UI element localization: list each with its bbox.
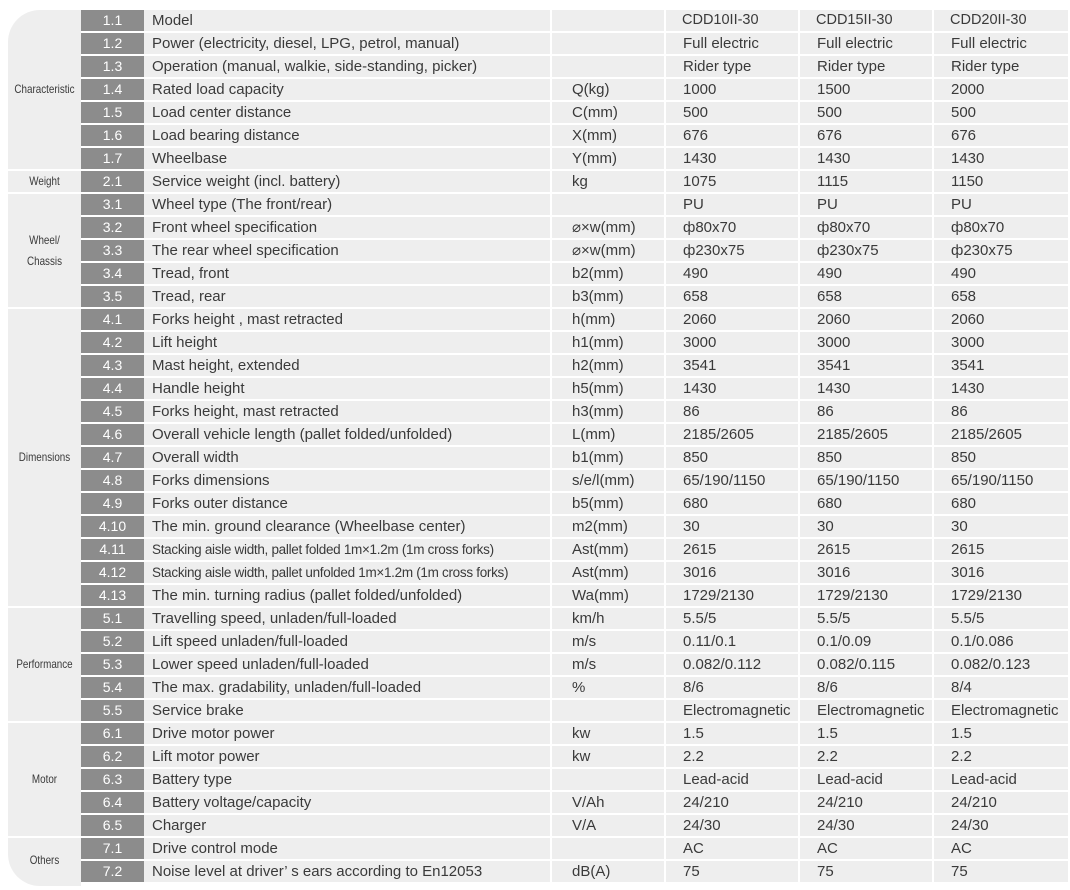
row-number: 1.7: [81, 148, 144, 169]
row-number: 4.9: [81, 493, 144, 514]
row-description: The min. turning radius (pallet folded/unfolded): [144, 585, 550, 606]
row-unit: h1(mm): [552, 332, 664, 353]
category-divider: [8, 721, 81, 723]
row-number: 4.6: [81, 424, 144, 445]
row-description: Forks outer distance: [144, 493, 550, 514]
value-model-1: 676: [666, 125, 798, 146]
value-model-3: Rider type: [934, 56, 1068, 77]
table-row: [81, 10, 1068, 33]
table-row: [81, 516, 1068, 539]
table-row: [81, 815, 1068, 838]
value-model-1: 24/210: [666, 792, 798, 813]
table-row: [81, 585, 1068, 608]
value-model-2: Rider type: [800, 56, 932, 77]
category-divider: [8, 192, 81, 194]
table-row: [81, 562, 1068, 585]
value-model-2: 658: [800, 286, 932, 307]
row-description: The rear wheel specification: [144, 240, 550, 261]
value-model-2: 850: [800, 447, 932, 468]
value-model-1: 1000: [666, 79, 798, 100]
value-model-1: 1075: [666, 171, 798, 192]
row-description: Forks dimensions: [144, 470, 550, 491]
value-model-2: 3541: [800, 355, 932, 376]
value-model-2: 680: [800, 493, 932, 514]
table-row: [81, 493, 1068, 516]
row-number: 4.8: [81, 470, 144, 491]
table-row: [81, 769, 1068, 792]
row-number: 7.2: [81, 861, 144, 882]
row-description: Tread, rear: [144, 286, 550, 307]
category-label: Wheel/ Chassis: [26, 232, 63, 268]
row-unit: ⌀×w(mm): [552, 217, 664, 238]
row-unit: s/e/l(mm): [552, 470, 664, 491]
value-model-3: 658: [934, 286, 1068, 307]
value-model-2: 1729/2130: [800, 585, 932, 606]
value-model-3: 1.5: [934, 723, 1068, 744]
row-unit: m/s: [552, 654, 664, 675]
row-description: Lift motor power: [144, 746, 550, 767]
row-unit: [552, 769, 664, 790]
value-model-2: 0.1/0.09: [800, 631, 932, 652]
value-model-1: 86: [666, 401, 798, 422]
table-row: [81, 102, 1068, 125]
row-unit: kg: [552, 171, 664, 192]
value-model-1: 658: [666, 286, 798, 307]
value-model-1: Rider type: [666, 56, 798, 77]
row-unit: h5(mm): [552, 378, 664, 399]
value-model-2: 1430: [800, 378, 932, 399]
row-description: Battery voltage/capacity: [144, 792, 550, 813]
row-number: 5.5: [81, 700, 144, 721]
row-number: 1.3: [81, 56, 144, 77]
value-model-2: 500: [800, 102, 932, 123]
value-model-1: 1430: [666, 148, 798, 169]
row-number: 4.10: [81, 516, 144, 537]
table-row: [81, 263, 1068, 286]
value-model-3: Lead-acid: [934, 769, 1068, 790]
row-unit: km/h: [552, 608, 664, 629]
row-unit: [552, 33, 664, 54]
row-description: Front wheel specification: [144, 217, 550, 238]
value-model-1: CDD10II-30: [666, 10, 798, 31]
row-unit: V/A: [552, 815, 664, 836]
value-model-1: 1729/2130: [666, 585, 798, 606]
table-row: [81, 217, 1068, 240]
row-description: The min. ground clearance (Wheelbase center): [144, 516, 550, 537]
row-unit: h3(mm): [552, 401, 664, 422]
table-row: [81, 332, 1068, 355]
row-unit: Ast(mm): [552, 562, 664, 583]
row-number: 5.2: [81, 631, 144, 652]
value-model-1: 2185/2605: [666, 424, 798, 445]
row-description: Mast height, extended: [144, 355, 550, 376]
value-model-1: 490: [666, 263, 798, 284]
row-number: 6.2: [81, 746, 144, 767]
row-number: 6.1: [81, 723, 144, 744]
row-description: Stacking aisle width, pallet unfolded 1m×1.2m (1m cross forks): [144, 562, 550, 583]
value-model-3: PU: [934, 194, 1068, 215]
row-unit: ⌀×w(mm): [552, 240, 664, 261]
value-model-2: 490: [800, 263, 932, 284]
row-description: Load center distance: [144, 102, 550, 123]
value-model-3: 680: [934, 493, 1068, 514]
row-number: 1.4: [81, 79, 144, 100]
value-model-1: 65/190/1150: [666, 470, 798, 491]
value-model-3: 3000: [934, 332, 1068, 353]
category-label: Others: [29, 852, 60, 867]
table-row: [81, 700, 1068, 723]
row-description: Operation (manual, walkie, side-standing, picker): [144, 56, 550, 77]
value-model-1: 3000: [666, 332, 798, 353]
value-model-2: 8/6: [800, 677, 932, 698]
row-description: Stacking aisle width, pallet folded 1m×1.2m (1m cross forks): [144, 539, 550, 560]
row-unit: h2(mm): [552, 355, 664, 376]
value-model-1: 1.5: [666, 723, 798, 744]
row-description: Power (electricity, diesel, LPG, petrol, manual): [144, 33, 550, 54]
value-model-3: 2.2: [934, 746, 1068, 767]
category-divider: [8, 307, 81, 309]
value-model-2: 30: [800, 516, 932, 537]
row-description: Overall vehicle length (pallet folded/unfolded): [144, 424, 550, 445]
table-row: [81, 401, 1068, 424]
row-unit: b1(mm): [552, 447, 664, 468]
value-model-3: ф230x75: [934, 240, 1068, 261]
row-number: 4.4: [81, 378, 144, 399]
row-unit: V/Ah: [552, 792, 664, 813]
value-model-3: 3541: [934, 355, 1068, 376]
row-description: Travelling speed, unladen/full-loaded: [144, 608, 550, 629]
value-model-2: 24/210: [800, 792, 932, 813]
value-model-2: Lead-acid: [800, 769, 932, 790]
table-row: [81, 723, 1068, 746]
row-description: Lower speed unladen/full-loaded: [144, 654, 550, 675]
row-description: Model: [144, 10, 550, 31]
row-number: 1.2: [81, 33, 144, 54]
row-number: 3.4: [81, 263, 144, 284]
row-unit: m2(mm): [552, 516, 664, 537]
row-number: 1.1: [81, 10, 144, 31]
row-unit: Q(kg): [552, 79, 664, 100]
table-row: [81, 654, 1068, 677]
table-row: [81, 631, 1068, 654]
table-row: [81, 746, 1068, 769]
value-model-1: 500: [666, 102, 798, 123]
value-model-2: 1500: [800, 79, 932, 100]
value-model-1: 1430: [666, 378, 798, 399]
row-number: 3.3: [81, 240, 144, 261]
row-number: 5.4: [81, 677, 144, 698]
value-model-3: 5.5/5: [934, 608, 1068, 629]
row-number: 4.1: [81, 309, 144, 330]
row-description: Wheelbase: [144, 148, 550, 169]
row-number: 3.5: [81, 286, 144, 307]
value-model-1: PU: [666, 194, 798, 215]
row-number: 2.1: [81, 171, 144, 192]
value-model-3: 75: [934, 861, 1068, 882]
row-description: Forks height , mast retracted: [144, 309, 550, 330]
value-model-3: 3016: [934, 562, 1068, 583]
value-model-1: Electromagnetic: [666, 700, 798, 721]
table-row: [81, 56, 1068, 79]
value-model-1: ф230x75: [666, 240, 798, 261]
table-row: [81, 378, 1068, 401]
row-unit: Ast(mm): [552, 539, 664, 560]
table-row: [81, 838, 1068, 861]
value-model-3: 2615: [934, 539, 1068, 560]
row-description: Battery type: [144, 769, 550, 790]
value-model-2: 1430: [800, 148, 932, 169]
row-unit: kw: [552, 723, 664, 744]
value-model-3: Electromagnetic: [934, 700, 1068, 721]
table-row: [81, 539, 1068, 562]
value-model-2: 2185/2605: [800, 424, 932, 445]
category-label: Motor: [31, 772, 58, 786]
value-model-1: 24/30: [666, 815, 798, 836]
value-model-1: Full electric: [666, 33, 798, 54]
row-description: Service brake: [144, 700, 550, 721]
table-row: [81, 194, 1068, 217]
value-model-1: 8/6: [666, 677, 798, 698]
value-model-1: AC: [666, 838, 798, 859]
value-model-2: 3000: [800, 332, 932, 353]
row-unit: [552, 56, 664, 77]
row-unit: m/s: [552, 631, 664, 652]
row-description: Rated load capacity: [144, 79, 550, 100]
category-label: Performance: [16, 657, 73, 671]
value-model-1: 2060: [666, 309, 798, 330]
row-description: Drive motor power: [144, 723, 550, 744]
value-model-3: 2000: [934, 79, 1068, 100]
value-model-3: CDD20II-30: [934, 10, 1068, 31]
row-description: Forks height, mast retracted: [144, 401, 550, 422]
value-model-2: 1.5: [800, 723, 932, 744]
value-model-3: 24/210: [934, 792, 1068, 813]
row-description: Lift height: [144, 332, 550, 353]
value-model-2: 2615: [800, 539, 932, 560]
row-number: 3.1: [81, 194, 144, 215]
row-number: 4.2: [81, 332, 144, 353]
value-model-3: AC: [934, 838, 1068, 859]
value-model-3: 86: [934, 401, 1068, 422]
value-model-1: 0.082/0.112: [666, 654, 798, 675]
row-unit: [552, 700, 664, 721]
row-number: 7.1: [81, 838, 144, 859]
category-divider: [8, 169, 81, 171]
row-number: 6.5: [81, 815, 144, 836]
category-label: Weight: [29, 174, 60, 188]
row-unit: L(mm): [552, 424, 664, 445]
category-divider: [8, 606, 81, 608]
value-model-3: 490: [934, 263, 1068, 284]
row-unit: b5(mm): [552, 493, 664, 514]
table-row: [81, 240, 1068, 263]
value-model-1: 680: [666, 493, 798, 514]
row-unit: b2(mm): [552, 263, 664, 284]
row-number: 5.1: [81, 608, 144, 629]
value-model-2: 75: [800, 861, 932, 882]
row-number: 4.12: [81, 562, 144, 583]
category-label: Characteristic: [14, 82, 75, 96]
row-unit: kw: [552, 746, 664, 767]
row-description: Wheel type (The front/rear): [144, 194, 550, 215]
table-row: [81, 608, 1068, 631]
table-row: [81, 33, 1068, 56]
table-row: [81, 286, 1068, 309]
row-number: 4.11: [81, 539, 144, 560]
row-unit: Wa(mm): [552, 585, 664, 606]
value-model-3: Full electric: [934, 33, 1068, 54]
row-unit: [552, 838, 664, 859]
value-model-1: 850: [666, 447, 798, 468]
value-model-2: AC: [800, 838, 932, 859]
value-model-3: 65/190/1150: [934, 470, 1068, 491]
table-row: [81, 861, 1068, 884]
table-row: [81, 470, 1068, 493]
row-unit: X(mm): [552, 125, 664, 146]
table-row: [81, 792, 1068, 815]
row-description: Noise level at driver’ s ears according to En12053: [144, 861, 550, 882]
row-number: 5.3: [81, 654, 144, 675]
table-row: [81, 355, 1068, 378]
value-model-1: 30: [666, 516, 798, 537]
row-number: 3.2: [81, 217, 144, 238]
row-description: Handle height: [144, 378, 550, 399]
value-model-3: ф80x70: [934, 217, 1068, 238]
row-number: 4.5: [81, 401, 144, 422]
row-unit: b3(mm): [552, 286, 664, 307]
row-description: Tread, front: [144, 263, 550, 284]
row-unit: %: [552, 677, 664, 698]
value-model-2: ф80x70: [800, 217, 932, 238]
row-description: Drive control mode: [144, 838, 550, 859]
value-model-3: 0.082/0.123: [934, 654, 1068, 675]
value-model-1: 2.2: [666, 746, 798, 767]
value-model-3: 1150: [934, 171, 1068, 192]
value-model-3: 850: [934, 447, 1068, 468]
table-row: [81, 148, 1068, 171]
category-label: Dimensions: [18, 450, 71, 464]
value-model-3: 30: [934, 516, 1068, 537]
value-model-2: 676: [800, 125, 932, 146]
table-row: [81, 677, 1068, 700]
row-unit: C(mm): [552, 102, 664, 123]
value-model-2: 2060: [800, 309, 932, 330]
table-row: [81, 309, 1068, 332]
value-model-2: 3016: [800, 562, 932, 583]
value-model-3: 24/30: [934, 815, 1068, 836]
row-number: 1.6: [81, 125, 144, 146]
row-description: Lift speed unladen/full-loaded: [144, 631, 550, 652]
value-model-1: 5.5/5: [666, 608, 798, 629]
value-model-2: 24/30: [800, 815, 932, 836]
value-model-1: 2615: [666, 539, 798, 560]
row-number: 6.3: [81, 769, 144, 790]
row-description: Overall width: [144, 447, 550, 468]
table-row: [81, 79, 1068, 102]
value-model-3: 1729/2130: [934, 585, 1068, 606]
value-model-1: ф80x70: [666, 217, 798, 238]
value-model-2: ф230x75: [800, 240, 932, 261]
value-model-3: 1430: [934, 148, 1068, 169]
row-number: 1.5: [81, 102, 144, 123]
value-model-1: 0.11/0.1: [666, 631, 798, 652]
value-model-1: 3541: [666, 355, 798, 376]
value-model-1: 75: [666, 861, 798, 882]
row-description: Charger: [144, 815, 550, 836]
row-unit: [552, 10, 664, 31]
category-column: [8, 10, 81, 886]
value-model-2: PU: [800, 194, 932, 215]
row-unit: [552, 194, 664, 215]
value-model-2: 2.2: [800, 746, 932, 767]
value-model-2: Full electric: [800, 33, 932, 54]
row-number: 4.7: [81, 447, 144, 468]
value-model-3: 676: [934, 125, 1068, 146]
value-model-3: 2060: [934, 309, 1068, 330]
row-number: 6.4: [81, 792, 144, 813]
value-model-2: Electromagnetic: [800, 700, 932, 721]
value-model-3: 500: [934, 102, 1068, 123]
value-model-2: 0.082/0.115: [800, 654, 932, 675]
row-description: Load bearing distance: [144, 125, 550, 146]
value-model-2: 1115: [800, 171, 932, 192]
row-number: 4.13: [81, 585, 144, 606]
row-unit: dB(A): [552, 861, 664, 882]
table-row: [81, 171, 1068, 194]
value-model-3: 8/4: [934, 677, 1068, 698]
value-model-2: 5.5/5: [800, 608, 932, 629]
value-model-3: 0.1/0.086: [934, 631, 1068, 652]
value-model-1: 3016: [666, 562, 798, 583]
value-model-2: CDD15II-30: [800, 10, 932, 31]
table-row: [81, 447, 1068, 470]
value-model-1: Lead-acid: [666, 769, 798, 790]
table-row: [81, 125, 1068, 148]
value-model-3: 2185/2605: [934, 424, 1068, 445]
category-divider: [8, 836, 81, 838]
table-row: [81, 424, 1068, 447]
row-description: Service weight (incl. battery): [144, 171, 550, 192]
row-number: 4.3: [81, 355, 144, 376]
row-unit: Y(mm): [552, 148, 664, 169]
value-model-2: 65/190/1150: [800, 470, 932, 491]
row-description: The max. gradability, unladen/full-loaded: [144, 677, 550, 698]
value-model-2: 86: [800, 401, 932, 422]
row-unit: h(mm): [552, 309, 664, 330]
value-model-3: 1430: [934, 378, 1068, 399]
